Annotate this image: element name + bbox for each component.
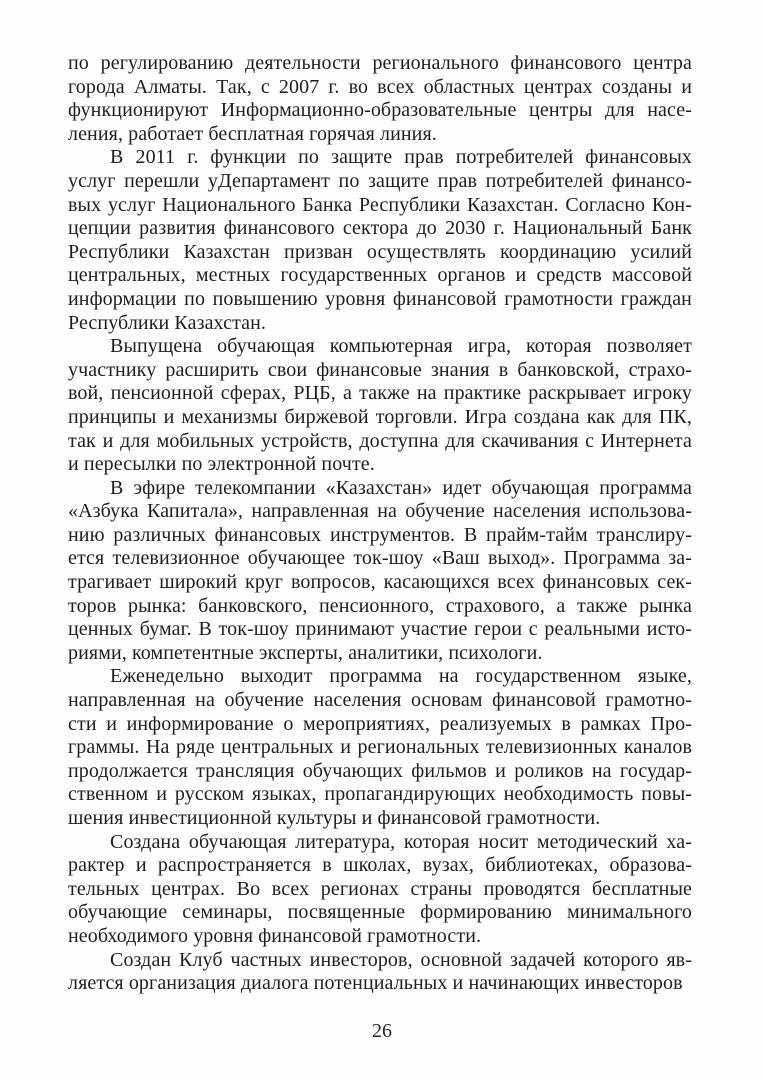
paragraph [68,52,692,146]
text-line: Создан Клуб частных инвесторов, основной задачей которого яв- [110,948,692,971]
text-line: города Алматы. Так, с 2007 г. во всех областных центрах созданы и [68,75,692,98]
text-line: продолжается трансляция обучающих фильмов и роликов на государ- [68,759,692,782]
text-line: услуг перешли уДепартамент по защите прав потребителей финансо- [68,169,692,192]
text-line: ценных бумаг. В ток-шоу принимают участие герои с реальными исто- [68,618,692,641]
paragraph [68,146,692,335]
text-line: необходимого уровня финансовой грамотности. [68,924,482,947]
text-line: обучающие семинары, посвященные формированию минимального [68,901,692,924]
text-line: участнику расширить свои финансовые знания в банковской, страхо- [68,358,692,381]
body-text [68,52,692,996]
text-line: тельных центрах. Во всех регионах страны проводятся бесплатные [68,877,692,900]
text-line: ственном и русском языках, пропагандирующих необходимость повы- [68,783,692,806]
text-line: торов рынка: банковского, пенсионного, страхового, а также рынка [68,594,692,617]
text-line: граммы. На ряде центральных и региональных телевизионных каналов [68,736,692,759]
text-line: Еженедельно выходит программа на государственном языке, [110,665,692,688]
paragraph [68,949,692,996]
text-line: так и для мобильных устройств, доступна для скачивания с Интернета [68,429,692,452]
text-line: цепции развития финансового сектора до 2030 г. Национальный Банк [68,217,692,240]
paragraph [68,477,692,666]
text-line: В 2011 г. функции по защите прав потребителей финансовых [110,146,692,169]
text-line: шения инвестиционной культуры и финансовой грамотности. [68,807,601,829]
text-line: Создана обучающая литература, которая носит методический ха- [110,830,692,853]
text-line: риями, компетентные эксперты, аналитики, психологи. [68,641,543,664]
page-number: 26 [372,1020,392,1042]
paragraph [68,665,692,830]
text-line: «Азбука Капитала», направленная на обучение населения использова- [68,500,692,523]
text-line: ления, работает бесплатная горячая линия. [68,122,437,145]
text-line: направленная на обучение населения основам финансовой грамотно- [68,689,692,712]
text-line: информации по повышению уровня финансовой грамотности граждан [68,287,692,310]
text-line: Республики Казахстан. [68,311,267,334]
text-line: В эфире телекомпании «Казахстан» идет обучающая программа [110,476,692,499]
text-line: рактер и распространяется в школах, вузах, библиотеках, образова- [68,854,692,877]
text-line: Выпущена обучающая компьютерная игра, которая позволяет [110,335,692,358]
text-line: принципы и механизмы биржевой торговли. Игра создана как для ПК, [68,405,692,428]
text-line: сти и информирование о мероприятиях, реализуемых в рамках Про- [68,712,692,735]
text-line: ляется организация диалога потенциальных и начинающих инвесторов [68,972,683,995]
text-line: трагивает широкий круг вопросов, касающихся всех финансовых сек- [68,571,692,594]
paragraph [68,335,692,477]
text-line: ется телевизионное обучающее ток-шоу «Ваш выход». Программа за- [68,547,692,570]
text-line: центральных, местных государственных органов и средств массовой [68,264,692,287]
paragraph [68,831,692,949]
text-line: Республики Казахстан призван осуществлять координацию усилий [68,240,692,263]
text-line: вых услуг Национального Банка Республики Казахстан. Согласно Кон- [68,193,692,216]
text-line: функционируют Информационно-образовательные центры для насе- [68,99,692,122]
text-line: по регулированию деятельности регионального финансового центра [68,52,692,74]
text-line: нию различных финансовых инструментов. В прайм-тайм транслиру- [68,523,692,546]
text-line: вой, пенсионной сферах, РЦБ, а также на практике раскрывает игроку [68,382,692,405]
text-line: и пересылки по электронной почте. [68,453,375,476]
